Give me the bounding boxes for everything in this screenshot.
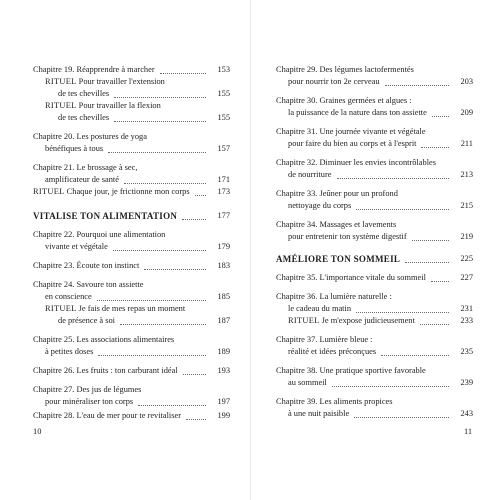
toc-entry [33, 346, 230, 358]
toc-page-number: 209 [451, 107, 473, 119]
leader-dots [405, 261, 449, 263]
toc-entry [276, 334, 473, 346]
toc-entry-title: en conscience [45, 292, 92, 301]
toc-entry-title: Chapitre 34. Massages et lavements [276, 220, 397, 229]
toc-entry-title: Chapitre 38. Une pratique sportive favorable [276, 366, 426, 375]
leader-dots [332, 385, 449, 387]
toc-entry-title: Chapitre 31. Une journée vivante et végétale [276, 127, 426, 136]
toc-page-number: 215 [451, 200, 473, 212]
leader-dots [124, 182, 206, 184]
toc-page-number: 179 [208, 241, 230, 253]
leader-dots [354, 416, 449, 418]
toc-entry [33, 143, 230, 155]
page-gutter [250, 0, 251, 500]
ritual-keyword: RITUEL [45, 101, 77, 110]
toc-entry [276, 169, 473, 181]
toc-ritual-entry [33, 76, 230, 88]
toc-entry-title: au sommeil [288, 378, 327, 387]
toc-entry-title: pour faire du bien au corps et à l'esprit [288, 139, 417, 148]
toc-entry [276, 107, 473, 119]
toc-entry [276, 219, 473, 231]
toc-entry [276, 365, 473, 377]
ritual-text: Chaque jour, je frictionne mon corps [64, 187, 190, 196]
toc-entry [276, 95, 473, 107]
toc-entry-title: AMÉLIORE TON SOMMEIL [276, 254, 401, 264]
toc-section-heading [276, 253, 473, 265]
toc-page-number: 155 [208, 112, 230, 124]
toc-page-number: 183 [208, 260, 230, 272]
toc-entry-title: Chapitre 24. Savoure ton assiette [33, 280, 144, 289]
toc-page-number: 243 [451, 408, 473, 420]
toc-entry [276, 272, 473, 284]
toc-entry [276, 64, 473, 76]
toc-entry-title: pour nourrir ton 2e cerveau [288, 77, 380, 86]
leader-dots [432, 115, 449, 117]
ritual-keyword: RITUEL [45, 77, 77, 86]
toc-entry [33, 315, 230, 327]
toc-entry-title: Chapitre 25. Les associations alimentaires [33, 335, 175, 344]
toc-entry-title [33, 186, 192, 198]
toc-entry [33, 112, 230, 124]
toc-page-number: 189 [208, 346, 230, 358]
toc-entry [33, 410, 230, 422]
toc-entry [33, 174, 230, 186]
toc-page-number: 197 [208, 396, 230, 408]
toc-entry-title: VITALISE TON ALIMENTATION [33, 211, 178, 221]
toc-entry [33, 241, 230, 253]
toc-entry [33, 229, 230, 241]
toc-entry-title [45, 303, 187, 315]
toc-entry [276, 157, 473, 169]
toc-page-number: 211 [451, 138, 473, 150]
left-page-number: 10 [33, 427, 42, 436]
toc-entry [276, 126, 473, 138]
toc-page-number: 219 [451, 231, 473, 243]
toc-entry-title: Chapitre 37. Lumière bleue : [276, 335, 373, 344]
toc-page-number: 235 [451, 346, 473, 358]
toc-entry-title: de tes chevilles [58, 89, 110, 98]
toc-page-number: 193 [208, 365, 230, 377]
leader-dots [182, 218, 206, 220]
toc-entry-title: Chapitre 29. Des légumes lactofermentés [276, 65, 414, 74]
leader-dots [421, 146, 449, 148]
toc-entry-title: de nourriture [288, 170, 332, 179]
ritual-keyword: RITUEL [288, 316, 320, 325]
leader-dots [385, 84, 449, 86]
leader-dots [337, 177, 450, 179]
toc-entry-title: Chapitre 23. Écoute ton instinct [33, 261, 140, 270]
toc-entry [276, 231, 473, 243]
toc-page-number: 171 [208, 174, 230, 186]
toc-page-number: 213 [451, 169, 473, 181]
toc-entry-title: Chapitre 26. Les fruits : ton carburant idéal [33, 366, 178, 375]
toc-entry-title: Chapitre 22. Pourquoi une alimentation [33, 230, 166, 239]
leader-dots [183, 373, 206, 375]
toc-entry [33, 384, 230, 396]
toc-entry-title: Chapitre 21. Le brossage à sec, [33, 163, 138, 172]
toc-entry [33, 334, 230, 346]
toc-entry [276, 377, 473, 389]
toc-page-number: 239 [451, 377, 473, 389]
toc-entry-title: de présence à soi [58, 316, 115, 325]
leader-dots [138, 404, 206, 406]
leader-dots [113, 249, 206, 251]
ritual-text: Pour travailler l'extension [76, 77, 165, 86]
toc-entry-title: Chapitre 36. La lumière naturelle : [276, 292, 392, 301]
leader-dots [356, 311, 449, 313]
leader-dots [160, 72, 206, 74]
toc-ritual-entry [33, 186, 230, 198]
leader-dots [144, 268, 206, 270]
leader-dots [108, 151, 206, 153]
toc-entry-title: Chapitre 20. Les postures de yoga [33, 132, 147, 141]
ritual-text: Je fais de mes repas un moment [76, 304, 186, 313]
toc-entry [33, 88, 230, 100]
ritual-text: Pour travailler la flexion [76, 101, 161, 110]
toc-entry-title [45, 76, 167, 88]
toc-page-number: 227 [451, 272, 473, 284]
toc-entry-title: réalité et idées préconçues [288, 347, 377, 356]
ritual-keyword: RITUEL [45, 304, 77, 313]
toc-entry-title: Chapitre 33. Jeûner pour un profond [276, 189, 398, 198]
leader-dots [114, 96, 206, 98]
leader-dots [120, 323, 206, 325]
leader-dots [431, 280, 449, 282]
toc-entry-title: pour minéraliser ton corps [45, 397, 134, 406]
toc-entry-title: nettoyage du corps [288, 201, 352, 210]
leader-dots [98, 354, 206, 356]
toc-entry-title: Chapitre 32. Diminuer les envies incontrôlables [276, 158, 437, 167]
toc-page-number: 187 [208, 315, 230, 327]
toc-entry [276, 188, 473, 200]
toc-entry-title: Chapitre 35. L'importance vitale du sommeil [276, 273, 426, 282]
toc-entry-title: le cadeau du matin [288, 304, 352, 313]
toc-entry [276, 303, 473, 315]
toc-entry [33, 260, 230, 272]
toc-section-heading [33, 210, 230, 222]
toc-entry [33, 162, 230, 174]
toc-entry-title: Chapitre 19. Réapprendre à marcher [33, 65, 155, 74]
ritual-text: Je m'expose judicieusement [319, 316, 415, 325]
toc-page-number: 153 [208, 64, 230, 76]
toc-entry [276, 76, 473, 88]
toc-page-number: 231 [451, 303, 473, 315]
toc-entry-title: à petites doses [45, 347, 94, 356]
leader-dots [114, 120, 206, 122]
toc-entry-title [288, 315, 417, 327]
toc-entry-title: amplificateur de santé [45, 175, 119, 184]
toc-page-number: 233 [451, 315, 473, 327]
toc-page-number: 177 [208, 210, 230, 222]
toc-page-number: 155 [208, 88, 230, 100]
toc-page-number: 203 [451, 76, 473, 88]
toc-entry [276, 396, 473, 408]
toc-ritual-entry [33, 100, 230, 112]
toc-entry [276, 291, 473, 303]
toc-entry [276, 200, 473, 212]
toc-ritual-entry [33, 303, 230, 315]
toc-page-number: 199 [208, 410, 230, 422]
right-page-number: 11 [464, 427, 473, 436]
toc-entry-title: pour entretenir ton système digestif [288, 232, 407, 241]
toc-entry [276, 346, 473, 358]
toc-ritual-entry [276, 315, 473, 327]
toc-entry-title: de tes chevilles [58, 113, 110, 122]
toc-entry-title: Chapitre 28. L'eau de mer pour te revitaliser [33, 411, 182, 420]
toc-entry-title: à une nuit paisible [288, 409, 350, 418]
toc-entry-title: la puissance de la nature dans ton assiette [288, 108, 427, 117]
toc-entry-title: Chapitre 27. Des jus de légumes [33, 385, 142, 394]
toc-page-number: 185 [208, 291, 230, 303]
toc-entry [276, 408, 473, 420]
toc-entry [33, 131, 230, 143]
toc-entry-title: bénéfiques à tous [45, 144, 104, 153]
leader-dots [186, 418, 206, 420]
leader-dots [420, 323, 449, 325]
leader-dots [356, 208, 449, 210]
toc-entry [276, 138, 473, 150]
toc-entry-title: Chapitre 30. Graines germées et algues : [276, 96, 412, 105]
toc-entry [33, 291, 230, 303]
toc-page-number: 173 [208, 186, 230, 198]
leader-dots [381, 354, 449, 356]
toc-entry-title [45, 100, 163, 112]
toc-entry-title: Chapitre 39. Les aliments propices [276, 397, 393, 406]
leader-dots [195, 194, 206, 196]
toc-entry [33, 279, 230, 291]
toc-page-number: 157 [208, 143, 230, 155]
ritual-keyword: RITUEL [33, 187, 65, 196]
toc-entry-title: vivante et végétale [45, 242, 108, 251]
leader-dots [412, 239, 449, 241]
toc-entry [33, 396, 230, 408]
toc-page-number: 225 [451, 253, 473, 265]
leader-dots [97, 299, 206, 301]
toc-entry [33, 64, 230, 76]
toc-entry [33, 365, 230, 377]
